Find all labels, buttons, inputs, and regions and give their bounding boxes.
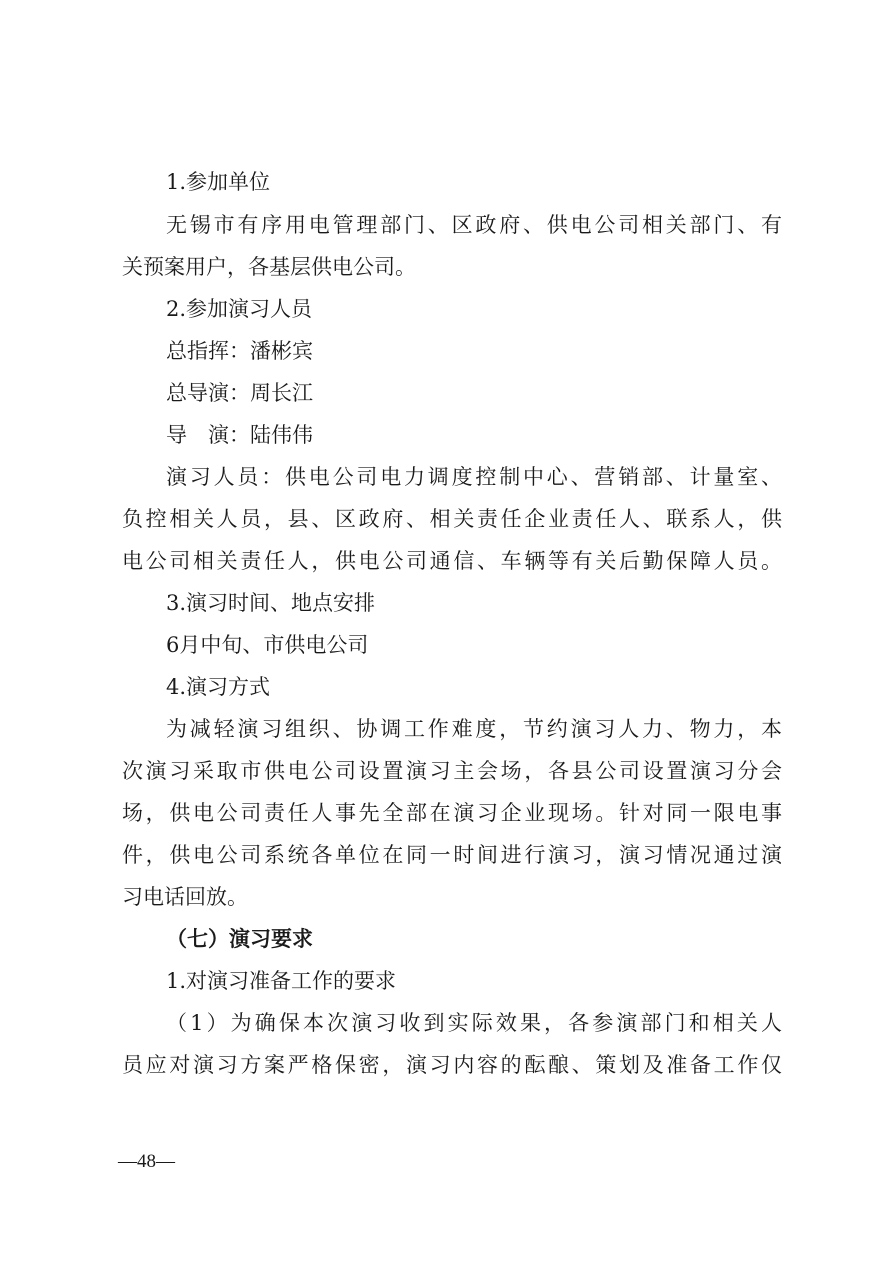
heading-drill-personnel: 2.参加演习人员 <box>166 297 313 321</box>
paragraph-line: （1）为确保本次演习收到实际效果，各参演部门和相关人 <box>166 1011 782 1035</box>
page-number: —48— <box>118 1151 175 1172</box>
paragraph-line: 电公司相关责任人，供电公司通信、车辆等有关后勤保障人员。 <box>122 549 782 573</box>
section-heading-requirements: （七）演习要求 <box>166 926 313 951</box>
heading-preparation-requirements: 1.对演习准备工作的要求 <box>166 969 397 993</box>
paragraph-line: 总指挥：潘彬宾 <box>166 339 313 363</box>
heading-time-location: 3.演习时间、地点安排 <box>166 591 376 615</box>
paragraph-line: 总导演：周长江 <box>166 381 313 405</box>
paragraph-line: 员应对演习方案严格保密，演习内容的酝酿、策划及准备工作仅 <box>122 1053 782 1077</box>
paragraph-line: 次演习采取市供电公司设置演习主会场，各县公司设置演习分会 <box>122 759 782 783</box>
paragraph-line: 习电话回放。 <box>122 885 248 909</box>
paragraph-line: 演习人员：供电公司电力调度控制中心、营销部、计量室、 <box>166 465 782 489</box>
heading-participating-units: 1.参加单位 <box>166 170 271 194</box>
paragraph-line: 关预案用户，各基层供电公司。 <box>122 255 416 279</box>
paragraph-line: 场，供电公司责任人事先全部在演习企业现场。针对同一限电事 <box>122 801 782 825</box>
paragraph-line: 导 演：陆伟伟 <box>166 423 313 447</box>
paragraph-line: 为减轻演习组织、协调工作难度，节约演习人力、物力，本 <box>166 717 782 741</box>
paragraph-line: 无锡市有序用电管理部门、区政府、供电公司相关部门、有 <box>166 213 782 237</box>
paragraph-line: 负控相关人员，县、区政府、相关责任企业责任人、联系人，供 <box>122 507 782 531</box>
paragraph-line: 6月中旬、市供电公司 <box>166 633 369 657</box>
paragraph-line: 件，供电公司系统各单位在同一时间进行演习，演习情况通过演 <box>122 843 782 867</box>
heading-drill-method: 4.演习方式 <box>166 675 271 699</box>
